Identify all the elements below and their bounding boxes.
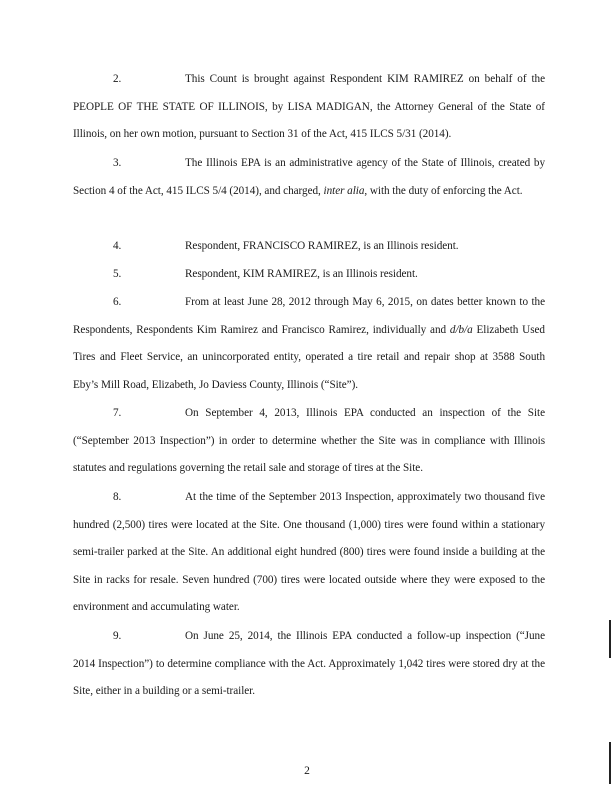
scan-edge-mark bbox=[609, 742, 611, 784]
paragraph-number: 8. bbox=[113, 491, 122, 503]
paragraph-text: , with the duty of enforcing the Act. bbox=[364, 184, 523, 197]
paragraph-number: 3. bbox=[113, 157, 122, 169]
paragraph-number: 6. bbox=[113, 296, 122, 308]
paragraph-5 bbox=[73, 261, 545, 289]
paragraph-text: The Illinois EPA is an administrative agency of the State of Illinois, created by Section 4 of the Act, 415 ILCS 5/4 (2014), and charged, bbox=[73, 157, 545, 197]
paragraph-7 bbox=[73, 400, 545, 483]
paragraph-text: Respondent, KIM RAMIREZ, is an Illinois resident. bbox=[185, 268, 418, 280]
paragraph-text: This Count is brought against Respondent KIM RAMIREZ on behalf of the PEOPLE OF THE STATE OF ILLINOIS, by LISA MADIGAN, the Attorney General of the State of Illinois, on her own motion, pursuant to Section 31 of the Act, 415 ILCS 5/31 (2014). bbox=[73, 73, 545, 141]
paragraph-text: On September 4, 2013, Illinois EPA conducted an inspection of the Site (“September 2013 Inspection”) in order to determine whether the Site was in compliance with Illinois statutes and regulations governing the retail sale and storage of tires at the Site. bbox=[73, 407, 545, 475]
paragraph-8 bbox=[73, 484, 545, 622]
paragraph-9 bbox=[73, 623, 545, 706]
paragraph-text: On June 25, 2014, the Illinois EPA conducted a follow-up inspection (“June 2014 Inspection”) to determine compliance with the Act. Approximately 1,042 tires were stored dry at the Site, either in a building or a semi-trailer. bbox=[73, 630, 545, 698]
paragraph-text: Elizabeth Used Tires and Fleet Service, an unincorporated entity, operated a tire retail and repair shop at 3588 South Eby’s Mill Road, Elizabeth, Jo Daviess County, Illinois (“Site”). bbox=[73, 323, 545, 391]
paragraph-2 bbox=[73, 66, 545, 149]
paragraph-text-italic: inter alia bbox=[323, 184, 365, 197]
paragraph-6 bbox=[73, 289, 545, 399]
paragraph-3 bbox=[73, 150, 545, 205]
paragraph-number: 7. bbox=[113, 407, 122, 419]
paragraph-number: 9. bbox=[113, 630, 122, 642]
paragraph-text: Respondent, FRANCISCO RAMIREZ, is an Illinois resident. bbox=[185, 240, 459, 252]
paragraph-number: 5. bbox=[113, 268, 122, 280]
scan-edge-mark bbox=[609, 620, 611, 658]
paragraph-number: 4. bbox=[113, 240, 122, 252]
paragraph-4 bbox=[73, 233, 545, 261]
paragraph-text-italic: d/b/a bbox=[449, 323, 473, 336]
paragraph-text: At the time of the September 2013 Inspection, approximately two thousand five hundred (2,500) tires were located at the Site. One thousand (1,000) tires were found within a stationary semi-trailer parked at the Site. An additional eight hundred (800) tires were found inside a building at the Site in racks for resale. Seven hundred (700) tires were located outside where they were exposed to the environment and accumulating water. bbox=[73, 491, 545, 614]
paragraph-number: 2. bbox=[113, 73, 122, 85]
paragraph-text: From at least June 28, 2012 through May 6, 2015, on dates better known to the Respondents, Respondents Kim Ramirez and Francisco Ramirez, individually and bbox=[73, 296, 545, 336]
page-number: 2 bbox=[304, 765, 310, 777]
